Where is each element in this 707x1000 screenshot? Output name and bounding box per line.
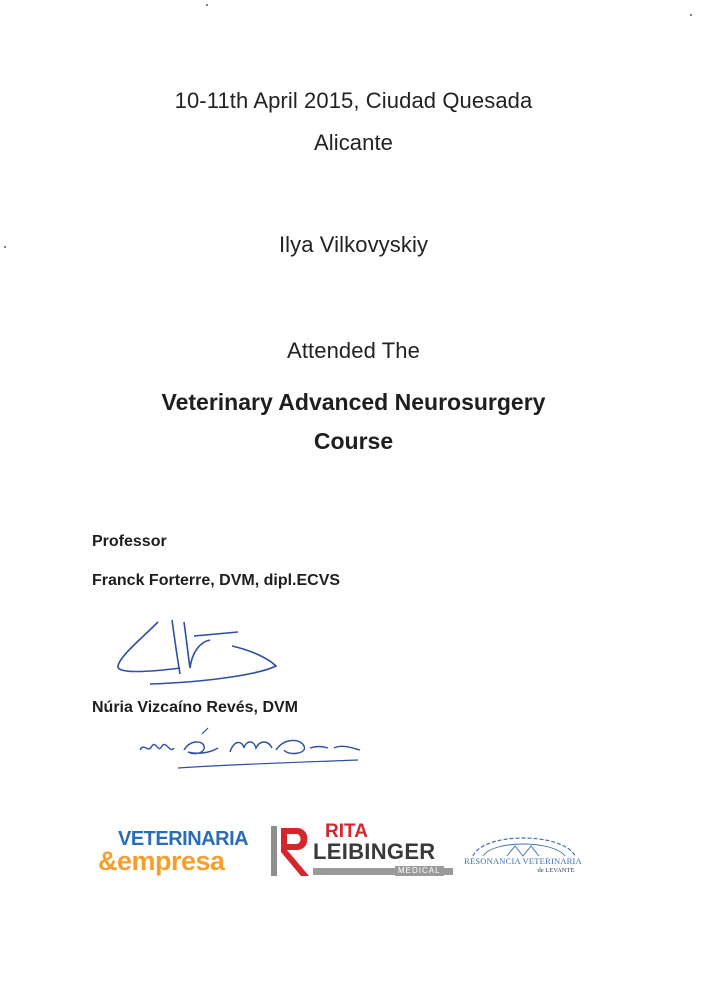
scan-speck <box>206 4 208 6</box>
course-title-line2: Course <box>313 428 394 454</box>
veterinaria-empresa-logo <box>98 826 263 880</box>
leibinger-logo-text: LEIBINGER <box>313 839 436 864</box>
signatory-2-name: Núria Vizcaíno Revés, DVM <box>92 699 298 716</box>
rita-leibinger-logo <box>269 822 459 880</box>
signature-1 <box>110 612 290 694</box>
course-title-line1: Veterinary Advanced Neurosurgery <box>161 389 546 415</box>
scan-speck <box>4 246 6 248</box>
signature-2 <box>138 726 368 776</box>
attendee-name: Ilya Vilkovyskiy <box>278 232 429 257</box>
professor-label: Professor <box>92 533 167 550</box>
event-region: Alicante <box>313 130 394 155</box>
veterinaria-logo-text: VETERINARIA <box>118 828 249 850</box>
medical-logo-text: MEDICAL <box>395 866 444 876</box>
rita-logo-text: RITA <box>325 821 368 842</box>
signatory-1-name: Franck Forterre, DVM, dipl.ECVS <box>92 572 341 589</box>
empresa-logo-text: &empresa <box>98 846 225 876</box>
levante-logo-text: de LEVANTE <box>537 867 575 874</box>
attended-statement: Attended The <box>287 338 420 363</box>
event-date-location: 10-11th April 2015, Ciudad Quesada <box>174 88 533 113</box>
resonancia-veterinaria-logo <box>463 824 583 880</box>
scan-speck <box>690 14 692 16</box>
resonancia-logo-text: RESONANCIA VETERINARIA <box>464 856 582 866</box>
resonancia-arc-icon <box>463 824 583 858</box>
